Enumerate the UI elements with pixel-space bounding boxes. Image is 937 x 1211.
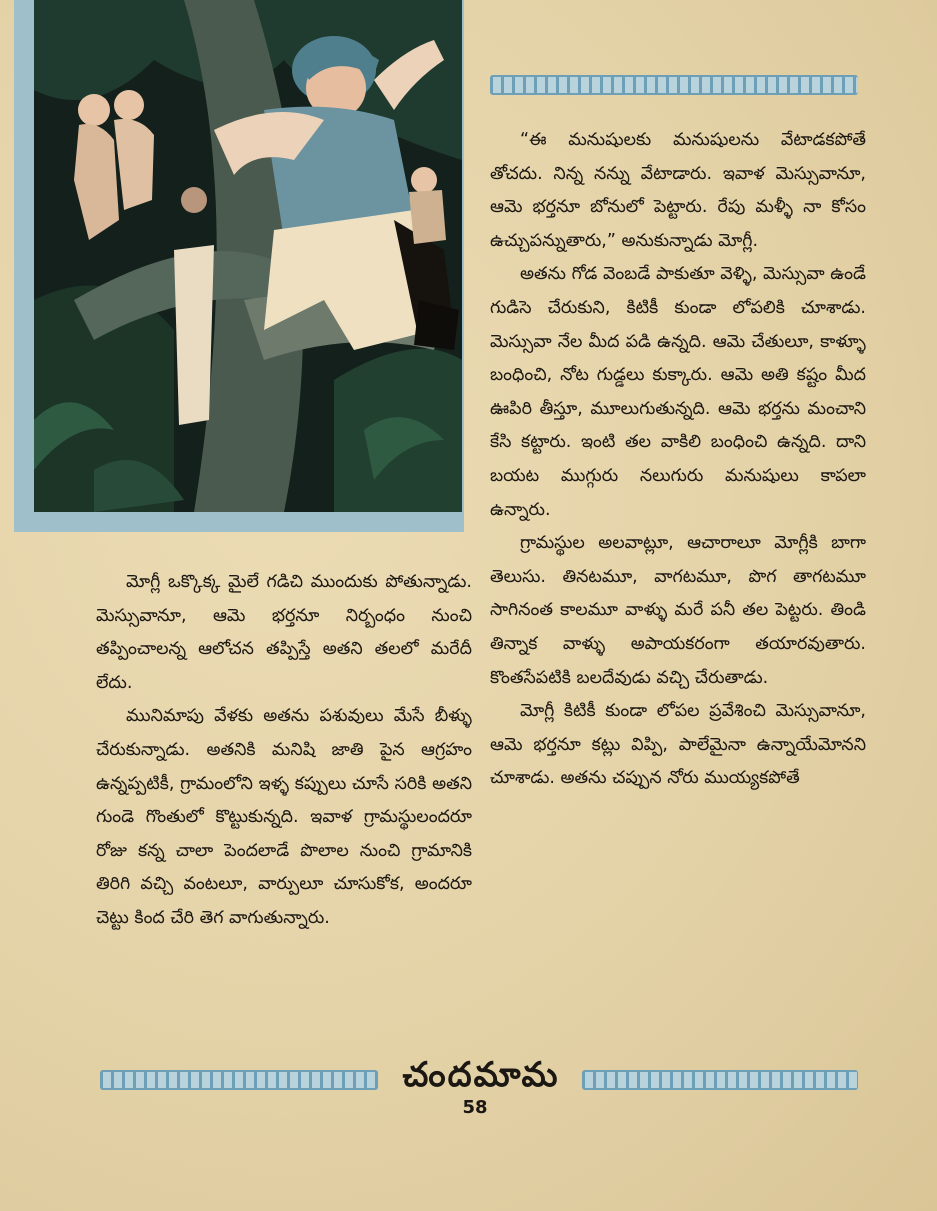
paragraph: “ఈ మనుషులకు మనుషులను వేటాడకపోతే తోచదు. నిన్న నన్ను వేటాడారు. ఇవాళ మెస్సువానూ, ఆమె భర్తనూ బోనులో పెట్టారు. రేపు మళ్ళీ నా కోసం ఉచ్చుపన్నుతారు,” అనుకున్నాడు మోగ్లీ. <box>490 130 866 251</box>
page-number: 58 <box>462 1097 488 1118</box>
paragraph: మోగ్లీ కిటికీ కుండా లోపల ప్రవేశించి మెస్సువానూ, ఆమె భర్తనూ కట్లు విప్పి, పాలేమైనా ఉన్నాయేమోనని చూశాడు. అతను చప్పున నోరు ముయ్యకపోతే <box>490 701 866 789</box>
paragraph: మునిమాపు వేళకు అతను పశువులు మేసే బీళ్ళు చేరుకున్నాడు. అతనికి మనిషి జాతి పైన ఆగ్రహం ఉన్నప్పటికీ, గ్రామంలోని ఇళ్ళ కప్పులు చూసే సరికి అతని గుండె గొంతులో కొట్టుకున్నది. ఇవాళ గ్రామస్థులందరూ రోజు కన్న చాలా పెందలాడే పొలాల నుంచి గ్రామానికి తిరిగి వచ్చి వంటలూ, వార్పులూ చూసుకోక, అందరూ చెట్టు కింద చేరి తెగ వాగుతున్నారు. <box>96 706 472 928</box>
paragraph: మోగ్లీ ఒక్కొక్క మైలే గడిచి ముందుకు పోతున్నాడు. మెస్సువానూ, ఆమె భర్తనూ నిర్బంధం నుంచి తప్పించాలన్న ఆలోచన తప్పిస్తే అతని తలలో మరేదీ లేదు. <box>96 572 472 693</box>
paragraph: అతను గోడ వెంబడే పాకుతూ వెళ్ళి, మెస్సువా ఉండే గుడిసె చేరుకుని, కిటికీ కుండా లోపలికి చూశాడు. మెస్సువా నేల మీద పడి ఉన్నది. ఆమె చేతులూ, కాళ్ళూ బంధించి, నోట గుడ్డలు కుక్కారు. ఆమె అతి కష్టం మీద ఊపిరి తీస్తూ, మూలుగుతున్నది. ఆమె భర్తను మంచాని కేసి కట్టారు. ఇంటి తల వాకిలి బంధించి ఉన్నది. దాని బయట ముగ్గురు నలుగురు మనుషులు కాపలా ఉన్నారు. <box>490 264 866 520</box>
ornamental-divider-footer-left <box>100 1069 378 1091</box>
jungle-scene-image <box>34 0 462 512</box>
paragraph: గ్రామస్థుల అలవాట్లూ, ఆచారాలూ మోగ్లీకి బాగా తెలుసు. తినటమూ, వాగటమూ, పొగ తాగటమూ సాగినంత కాలమూ వాళ్ళు మరే పనీ తల పెట్టరు. తిండి తిన్నాక వాళ్ళు అపాయకరంగా తయారవుతారు. కొంతసేపటికి బలదేవుడు వచ్చి చేరుతాడు. <box>490 533 866 688</box>
magazine-masthead: చందమామ <box>402 1055 560 1095</box>
text-column-right <box>490 124 866 796</box>
ornamental-divider-top <box>490 74 858 96</box>
text-column-left <box>96 566 472 936</box>
ornamental-divider-footer-right <box>582 1069 858 1091</box>
story-illustration <box>14 0 464 532</box>
